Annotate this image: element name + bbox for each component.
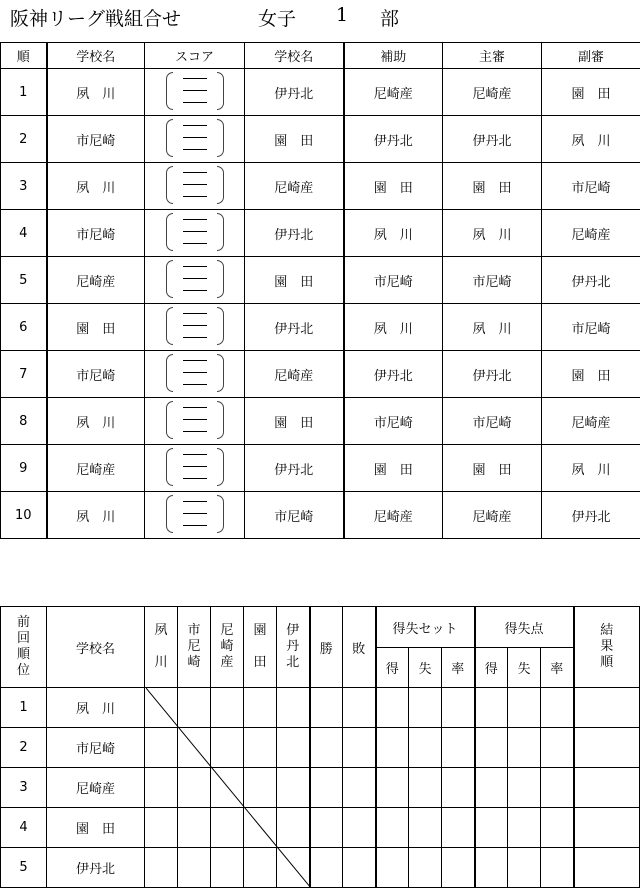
cell-entry — [211, 848, 244, 888]
cell-referee: 市尼崎 — [443, 257, 542, 304]
cell-score — [145, 304, 245, 351]
cell-prev-rank: 5 — [1, 848, 47, 888]
cell-entry — [409, 768, 442, 808]
standings-header-row — [1, 607, 640, 648]
header-set-ratio: 率 — [442, 648, 475, 688]
cell-entry — [244, 848, 277, 888]
cell-entry — [409, 848, 442, 888]
cell-entry — [508, 848, 541, 888]
cell-entry — [508, 768, 541, 808]
cell-entry — [178, 848, 211, 888]
cell-referee: 夙 川 — [443, 210, 542, 257]
cell-school-a: 市尼崎 — [47, 210, 145, 257]
score-line-1 — [183, 219, 207, 220]
cell-school-a: 尼崎産 — [47, 257, 145, 304]
right-paren — [217, 495, 224, 533]
cell-sub-referee: 園 田 — [542, 69, 640, 116]
score-line-3 — [183, 196, 207, 197]
cell-score — [145, 398, 245, 445]
schedule-row — [1, 210, 640, 257]
cell-order: 8 — [1, 398, 47, 445]
cell-entry — [178, 728, 211, 768]
cell-referee: 伊丹北 — [443, 116, 542, 163]
cell-referee: 伊丹北 — [443, 351, 542, 398]
left-paren — [166, 119, 173, 157]
cell-prev-rank: 4 — [1, 808, 47, 848]
header-referee: 主審 — [443, 43, 542, 69]
cell-school-b: 伊丹北 — [245, 304, 344, 351]
cell-assist: 園 田 — [344, 163, 443, 210]
standings-row — [1, 688, 640, 728]
left-paren — [166, 72, 173, 110]
score-bracket — [163, 210, 227, 252]
score-line-3 — [183, 525, 207, 526]
cell-sub-referee: 市尼崎 — [542, 163, 640, 210]
cell-school: 市尼崎 — [47, 728, 145, 768]
cell-entry — [244, 728, 277, 768]
left-paren — [166, 495, 173, 533]
cell-referee: 園 田 — [443, 163, 542, 210]
cell-school: 伊丹北 — [47, 848, 145, 888]
cell-entry — [211, 808, 244, 848]
cell-entry — [541, 808, 574, 848]
right-paren — [217, 307, 224, 345]
header-assist: 補助 — [344, 43, 443, 69]
right-paren — [217, 166, 224, 204]
cell-referee: 尼崎産 — [443, 69, 542, 116]
header-result-rank: 結 果 順 — [574, 607, 640, 688]
cell-order: 3 — [1, 163, 47, 210]
cell-school-a: 夙 川 — [47, 492, 145, 539]
cell-entry — [442, 808, 475, 848]
cell-entry — [277, 768, 310, 808]
cell-school-b: 尼崎産 — [245, 351, 344, 398]
score-line-2 — [183, 137, 207, 138]
header-opp-itamikita: 伊 丹 北 — [277, 607, 310, 688]
left-paren — [166, 260, 173, 298]
cell-school-a: 園 田 — [47, 304, 145, 351]
cell-entry — [211, 688, 244, 728]
score-line-3 — [183, 431, 207, 432]
cell-entry — [310, 768, 343, 808]
cell-score — [145, 257, 245, 304]
cell-entry — [574, 688, 640, 728]
cell-entry — [343, 688, 376, 728]
cell-entry — [541, 768, 574, 808]
left-paren — [166, 401, 173, 439]
cell-entry — [574, 808, 640, 848]
cell-score — [145, 116, 245, 163]
cell-entry — [343, 808, 376, 848]
cell-score — [145, 69, 245, 116]
cell-school-b: 園 田 — [245, 257, 344, 304]
cell-order: 10 — [1, 492, 47, 539]
cell-order: 2 — [1, 116, 47, 163]
cell-school-b: 伊丹北 — [245, 210, 344, 257]
header-opp-ichiamagasaki: 市 尼 崎 — [178, 607, 211, 688]
cell-score — [145, 351, 245, 398]
schedule-row — [1, 351, 640, 398]
score-line-1 — [183, 313, 207, 314]
cell-entry — [409, 728, 442, 768]
schedule-row — [1, 116, 640, 163]
cell-entry — [211, 768, 244, 808]
cell-entry — [409, 688, 442, 728]
cell-assist: 夙 川 — [344, 304, 443, 351]
score-bracket — [163, 398, 227, 440]
cell-school-a: 市尼崎 — [47, 351, 145, 398]
left-paren — [166, 354, 173, 392]
header-point-loss: 失 — [508, 648, 541, 688]
score-line-1 — [183, 172, 207, 173]
cell-school-b: 伊丹北 — [245, 69, 344, 116]
cell-entry — [541, 688, 574, 728]
right-paren — [217, 448, 224, 486]
header-opp-amagasaki-sangyo: 尼 崎 産 — [211, 607, 244, 688]
schedule-row — [1, 445, 640, 492]
cell-assist: 市尼崎 — [344, 398, 443, 445]
title-division-suffix: 部 — [380, 8, 400, 30]
score-line-2 — [183, 325, 207, 326]
score-line-1 — [183, 125, 207, 126]
score-line-2 — [183, 372, 207, 373]
cell-entry — [145, 808, 178, 848]
score-line-1 — [183, 78, 207, 79]
score-line-2 — [183, 419, 207, 420]
schedule-row — [1, 69, 640, 116]
cell-assist: 伊丹北 — [344, 351, 443, 398]
cell-school-a: 尼崎産 — [47, 445, 145, 492]
header-losses: 敗 — [343, 607, 376, 688]
left-paren — [166, 166, 173, 204]
cell-entry — [178, 688, 211, 728]
header-score: スコア — [145, 43, 245, 69]
standings-row — [1, 728, 640, 768]
header-school-a: 学校名 — [47, 43, 145, 69]
cell-entry — [574, 768, 640, 808]
score-bracket — [163, 492, 227, 534]
score-line-2 — [183, 184, 207, 185]
cell-school-b: 伊丹北 — [245, 445, 344, 492]
schedule-row — [1, 163, 640, 210]
cell-order: 7 — [1, 351, 47, 398]
left-paren — [166, 448, 173, 486]
cell-entry — [145, 848, 178, 888]
cell-entry — [376, 848, 409, 888]
header-school: 学校名 — [47, 607, 145, 688]
cell-order: 1 — [1, 69, 47, 116]
cell-entry — [244, 768, 277, 808]
cell-entry — [244, 688, 277, 728]
cell-entry — [574, 848, 640, 888]
cell-sub-referee: 尼崎産 — [542, 210, 640, 257]
score-bracket — [163, 445, 227, 487]
cell-school-b: 尼崎産 — [245, 163, 344, 210]
right-paren — [217, 213, 224, 251]
cell-school-b: 園 田 — [245, 116, 344, 163]
score-line-3 — [183, 102, 207, 103]
cell-entry — [211, 728, 244, 768]
cell-entry — [178, 768, 211, 808]
cell-score — [145, 210, 245, 257]
right-paren — [217, 260, 224, 298]
right-paren — [217, 354, 224, 392]
score-line-1 — [183, 407, 207, 408]
score-line-1 — [183, 266, 207, 267]
schedule-header-row — [1, 43, 640, 69]
cell-entry — [343, 848, 376, 888]
header-point-ratio: 率 — [541, 648, 574, 688]
cell-order: 4 — [1, 210, 47, 257]
cell-score — [145, 492, 245, 539]
schedule-row — [1, 304, 640, 351]
header-point-group: 得失点 — [475, 607, 574, 648]
cell-school: 尼崎産 — [47, 768, 145, 808]
left-paren — [166, 213, 173, 251]
cell-score — [145, 445, 245, 492]
header-set-loss: 失 — [409, 648, 442, 688]
header-set-gain: 得 — [376, 648, 409, 688]
cell-sub-referee: 夙 川 — [542, 116, 640, 163]
cell-entry — [178, 808, 211, 848]
score-line-1 — [183, 360, 207, 361]
cell-entry — [277, 728, 310, 768]
cell-school-b: 市尼崎 — [245, 492, 344, 539]
left-paren — [166, 307, 173, 345]
score-bracket — [163, 116, 227, 158]
cell-entry — [376, 808, 409, 848]
cell-assist: 市尼崎 — [344, 257, 443, 304]
cell-entry — [475, 808, 508, 848]
cell-entry — [475, 728, 508, 768]
cell-order: 6 — [1, 304, 47, 351]
cell-entry — [343, 768, 376, 808]
cell-entry — [508, 688, 541, 728]
schedule-row — [1, 257, 640, 304]
header-order: 順 — [1, 43, 47, 69]
cell-entry — [277, 848, 310, 888]
right-paren — [217, 119, 224, 157]
cell-referee: 尼崎産 — [443, 492, 542, 539]
cell-entry — [310, 728, 343, 768]
score-line-3 — [183, 243, 207, 244]
cell-entry — [475, 848, 508, 888]
score-bracket — [163, 257, 227, 299]
cell-entry — [541, 728, 574, 768]
cell-entry — [376, 728, 409, 768]
standings-row — [1, 808, 640, 848]
cell-entry — [376, 688, 409, 728]
score-line-2 — [183, 231, 207, 232]
cell-entry — [409, 808, 442, 848]
cell-referee: 市尼崎 — [443, 398, 542, 445]
cell-order: 9 — [1, 445, 47, 492]
cell-order: 5 — [1, 257, 47, 304]
score-line-2 — [183, 513, 207, 514]
standings-table — [0, 606, 640, 888]
cell-assist: 伊丹北 — [344, 116, 443, 163]
cell-assist: 尼崎産 — [344, 492, 443, 539]
cell-entry — [508, 808, 541, 848]
schedule-table — [0, 42, 640, 539]
score-line-3 — [183, 337, 207, 338]
title-main: 阪神リーグ戦組合せ — [10, 8, 182, 30]
cell-prev-rank: 3 — [1, 768, 47, 808]
score-line-3 — [183, 478, 207, 479]
header-wins: 勝 — [310, 607, 343, 688]
cell-sub-referee: 園 田 — [542, 351, 640, 398]
header-prev-rank: 前 回 順 位 — [1, 607, 47, 688]
score-line-3 — [183, 149, 207, 150]
cell-entry — [277, 688, 310, 728]
cell-entry — [442, 848, 475, 888]
cell-assist: 夙 川 — [344, 210, 443, 257]
cell-prev-rank: 1 — [1, 688, 47, 728]
cell-entry — [376, 768, 409, 808]
score-line-2 — [183, 90, 207, 91]
cell-sub-referee: 伊丹北 — [542, 492, 640, 539]
header-point-gain: 得 — [475, 648, 508, 688]
score-bracket — [163, 304, 227, 346]
standings-row — [1, 848, 640, 888]
cell-entry — [145, 688, 178, 728]
score-bracket — [163, 163, 227, 205]
header-opp-sonoda: 園 田 — [244, 607, 277, 688]
cell-entry — [442, 688, 475, 728]
cell-school-b: 園 田 — [245, 398, 344, 445]
cell-school: 夙 川 — [47, 688, 145, 728]
cell-entry — [277, 808, 310, 848]
cell-entry — [442, 728, 475, 768]
cell-entry — [343, 728, 376, 768]
right-paren — [217, 72, 224, 110]
cell-sub-referee: 夙 川 — [542, 445, 640, 492]
score-line-2 — [183, 466, 207, 467]
score-line-1 — [183, 501, 207, 502]
cell-school-a: 市尼崎 — [47, 116, 145, 163]
schedule-row — [1, 492, 640, 539]
cell-entry — [475, 768, 508, 808]
title-division: 1 — [336, 4, 349, 26]
cell-entry — [508, 728, 541, 768]
score-bracket — [163, 69, 227, 111]
cell-referee: 園 田 — [443, 445, 542, 492]
cell-entry — [310, 808, 343, 848]
cell-entry — [442, 768, 475, 808]
cell-score — [145, 163, 245, 210]
cell-school: 園 田 — [47, 808, 145, 848]
cell-assist: 尼崎産 — [344, 69, 443, 116]
cell-assist: 園 田 — [344, 445, 443, 492]
cell-entry — [541, 848, 574, 888]
score-line-2 — [183, 278, 207, 279]
cell-referee: 夙 川 — [443, 304, 542, 351]
header-sub-referee: 副審 — [542, 43, 640, 69]
cell-entry — [310, 688, 343, 728]
cell-entry — [244, 808, 277, 848]
header-opp-shukugawa: 夙 川 — [145, 607, 178, 688]
cell-entry — [145, 768, 178, 808]
cell-prev-rank: 2 — [1, 728, 47, 768]
score-line-3 — [183, 384, 207, 385]
standings-row — [1, 768, 640, 808]
cell-school-a: 夙 川 — [47, 163, 145, 210]
cell-entry — [574, 728, 640, 768]
title-gender: 女子 — [258, 8, 297, 30]
score-line-1 — [183, 454, 207, 455]
right-paren — [217, 401, 224, 439]
schedule-row — [1, 398, 640, 445]
cell-sub-referee: 尼崎産 — [542, 398, 640, 445]
cell-school-a: 夙 川 — [47, 69, 145, 116]
cell-school-a: 夙 川 — [47, 398, 145, 445]
cell-entry — [475, 688, 508, 728]
page-title — [10, 4, 630, 34]
header-school-b: 学校名 — [245, 43, 344, 69]
score-bracket — [163, 351, 227, 393]
header-set-group: 得失セット — [376, 607, 475, 648]
cell-sub-referee: 伊丹北 — [542, 257, 640, 304]
cell-sub-referee: 市尼崎 — [542, 304, 640, 351]
cell-entry — [310, 848, 343, 888]
score-line-3 — [183, 290, 207, 291]
cell-entry — [145, 728, 178, 768]
